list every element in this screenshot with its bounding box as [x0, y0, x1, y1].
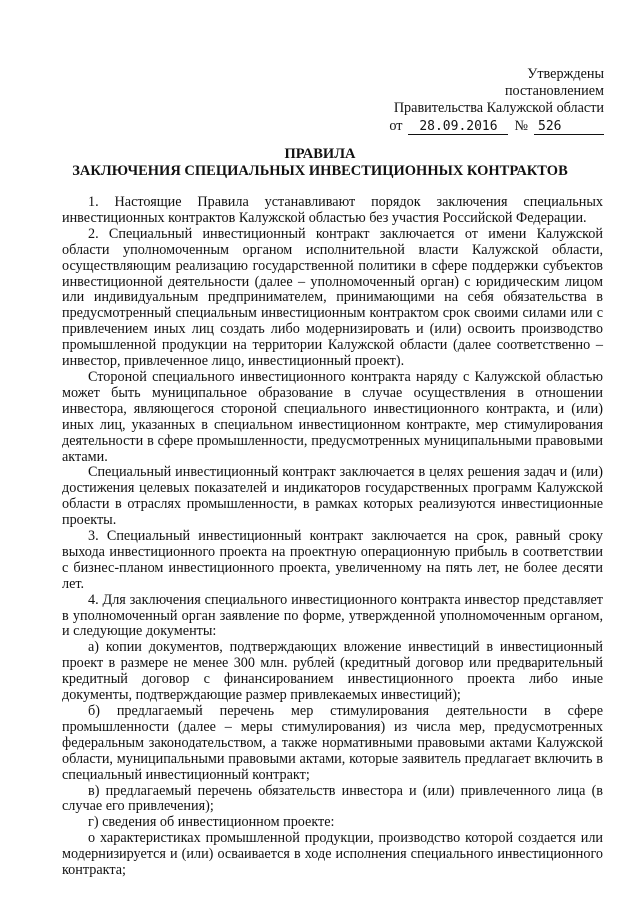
approval-number-label: № — [514, 118, 528, 134]
paragraph-4: 4. Для заключения специального инвестиционного контракта инвестор представляет в уполномоченный орган заявление по форме, утвержденной уполномоченным органом, и следующие документы: — [62, 591, 603, 640]
paragraph-4g: г) сведения об инвестиционном проекте: — [88, 814, 335, 831]
approval-date: 28.09.2016 — [408, 119, 508, 135]
approval-block — [389, 66, 604, 135]
paragraph-2: 2. Специальный инвестиционный контракт заключается от имени Калужской области уполномоченным органом исполнительной власти Калужской области, осуществляющим реализацию государственной политики в сфере поддержки субъектов инвестиционной деятельности (далее – уполномоченный орган) с юридическим лицом или индивидуальным предпринимателем, принимающими на себя обязательства в предусмотренный специальным инвестиционным контрактом срок своими силами или с привлечением иных лиц создать либо модернизировать и (или) освоить производство промышленной продукции на территории Калужской области (далее соответственно – инвестор, привлеченное лицо, инвестиционный проект). — [62, 225, 603, 370]
approval-date-line — [389, 118, 604, 135]
paragraph-4b: б) предлагаемый перечень мер стимулирования деятельности в сфере промышленности (далее – меры стимулирования) из числа мер, предусмотренных федеральным законодательством, а также нормативными правовыми актами Калужской области, муниципальными правовыми актами, которые заявитель предлагает включить в специальный инвестиционный контракт; — [62, 703, 603, 783]
approval-line-government: Правительства Калужской области — [393, 100, 604, 116]
paragraph-4g-item: о характеристиках промышленной продукции, производство которой создается или модернизируется и (или) осваивается в ходе исполнения специального инвестиционного контракта; — [62, 830, 603, 879]
paragraph-2-party: Стороной специального инвестиционного контракта наряду с Калужской областью может быть муниципальное образование в случае осуществления в отношении инвестора, являющегося стороной специального инвестиционного контракта, и (или) иных лиц, указанных в специальном инвестиционном контракте, мер стимулирования деятельности в сфере промышленности, предусмотренных муниципальными правовыми актами. — [62, 368, 603, 465]
title-line-rules: ПРАВИЛА — [284, 146, 356, 162]
approval-line-resolution: постановлением — [504, 83, 604, 99]
paragraph-2-purpose: Специальный инвестиционный контракт заключается в целях решения задач и (или) достижения целевых показателей и индикаторов государственных программ Калужской области в отраслях промышленности, в рамках которых реализуются инвестиционные проекты. — [62, 464, 603, 529]
document-body — [62, 195, 603, 879]
approval-number: 526 — [534, 119, 604, 135]
paragraph-3: 3. Специальный инвестиционный контракт заключается на срок, равный сроку выхода инвестиционного проекта на проектную операционную прибыль в соответствии с бизнес-планом инвестиционного проекта, увеличенному на пять лет, не более десяти лет. — [62, 528, 603, 592]
document-title — [0, 146, 640, 180]
title-line-subject: ЗАКЛЮЧЕНИЯ СПЕЦИАЛЬНЫХ ИНВЕСТИЦИОННЫХ КОНТРАКТОВ — [72, 163, 568, 179]
approval-date-prefix: от — [389, 118, 403, 134]
approval-line-approved: Утверждены — [527, 66, 604, 82]
paragraph-4v: в) предлагаемый перечень обязательств инвестора и (или) привлеченного лица (в случае его привлечения); — [62, 782, 603, 815]
paragraph-4a: а) копии документов, подтверждающих вложение инвестиций в инвестиционный проект в размере не менее 300 млн. рублей (кредитный договор или предварительный кредитный договор с финансированием инвестиционного проекта либо иные документы, подтверждающие размер привлекаемых инвестиций); — [62, 639, 603, 704]
paragraph-1: 1. Настоящие Правила устанавливают порядок заключения специальных инвестиционных контрактов Калужской областью без участия Российской Федерации. — [62, 194, 603, 226]
